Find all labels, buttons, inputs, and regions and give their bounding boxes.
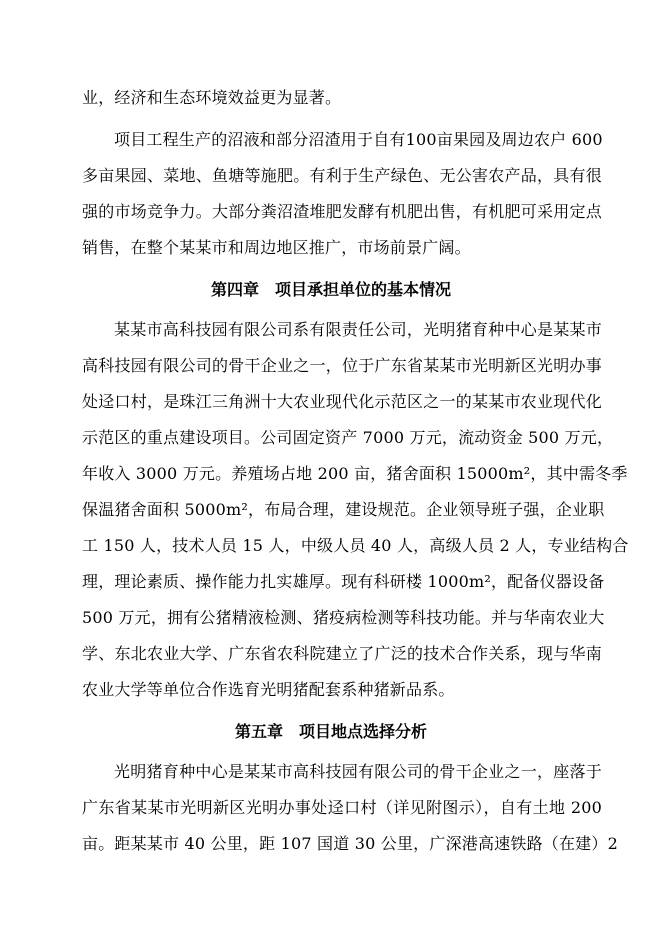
text-line: 学、东北农业大学、广东省农科院建立了广泛的技术合作关系，现与华南	[82, 644, 602, 663]
text-line: 示范区的重点建设项目。公司固定资产 7000 万元，流动资金 500 万元，	[82, 428, 614, 447]
text-line: 处迳口村，是珠江三角洲十大农业现代化示范区之一的某某市农业现代化	[82, 392, 602, 411]
text-line: 广东省某某市光明新区光明办事处迳口村（详见附图示），自有土地 200	[82, 798, 602, 817]
text-line: 高科技园有限公司的骨干企业之一，位于广东省某某市光明新区光明办事	[82, 356, 602, 375]
text-line: 强的市场竞争力。大部分粪沼渣堆肥发酵有机肥出售，有机肥可采用定点	[82, 202, 602, 221]
text-line: 项目工程生产的沼液和部分沼渣用于自有100亩果园及周边农户 600	[114, 130, 603, 149]
text-line: 某某市高科技园有限公司系有限责任公司，光明猪育种中心是某某市	[114, 320, 602, 339]
text-line: 年收入 3000 万元。养殖场占地 200 亩，猪舍面积 15000m²，其中需冬季	[82, 464, 628, 483]
chapter-4-heading: 第四章 项目承担单位的基本情况	[210, 280, 451, 299]
text-line: 农业大学等单位合作选育光明猪配套系种猪新品系。	[82, 680, 455, 699]
text-line: 光明猪育种中心是某某市高科技园有限公司的骨干企业之一，座落于	[114, 762, 602, 781]
text-line: 业，经济和生态环境效益更为显著。	[82, 88, 342, 107]
text-line: 多亩果园、菜地、鱼塘等施肥。有利于生产绿色、无公害农产品，具有很	[82, 166, 602, 185]
text-line: 理，理论素质、操作能力扎实雄厚。现有科研楼 1000m²，配备仪器设备	[82, 572, 605, 591]
text-line: 亩。距某某市 40 公里，距 107 国道 30 公里，广深港高速铁路（在建）2	[82, 834, 618, 853]
text-line: 销售，在整个某某市和周边地区推广，市场前景广阔。	[82, 238, 471, 257]
text-line: 工 150 人，技术人员 15 人，中级人员 40 人，高级人员 2 人，专业结构合	[82, 536, 629, 555]
text-line: 保温猪舍面积 5000m²，布局合理，建设规范。企业领导班子强，企业职	[82, 500, 605, 519]
chapter-5-heading: 第五章 项目地点选择分析	[234, 722, 427, 741]
text-line: 500 万元，拥有公猪精液检测、猪疫病检测等科技功能。并与华南农业大	[82, 608, 605, 627]
